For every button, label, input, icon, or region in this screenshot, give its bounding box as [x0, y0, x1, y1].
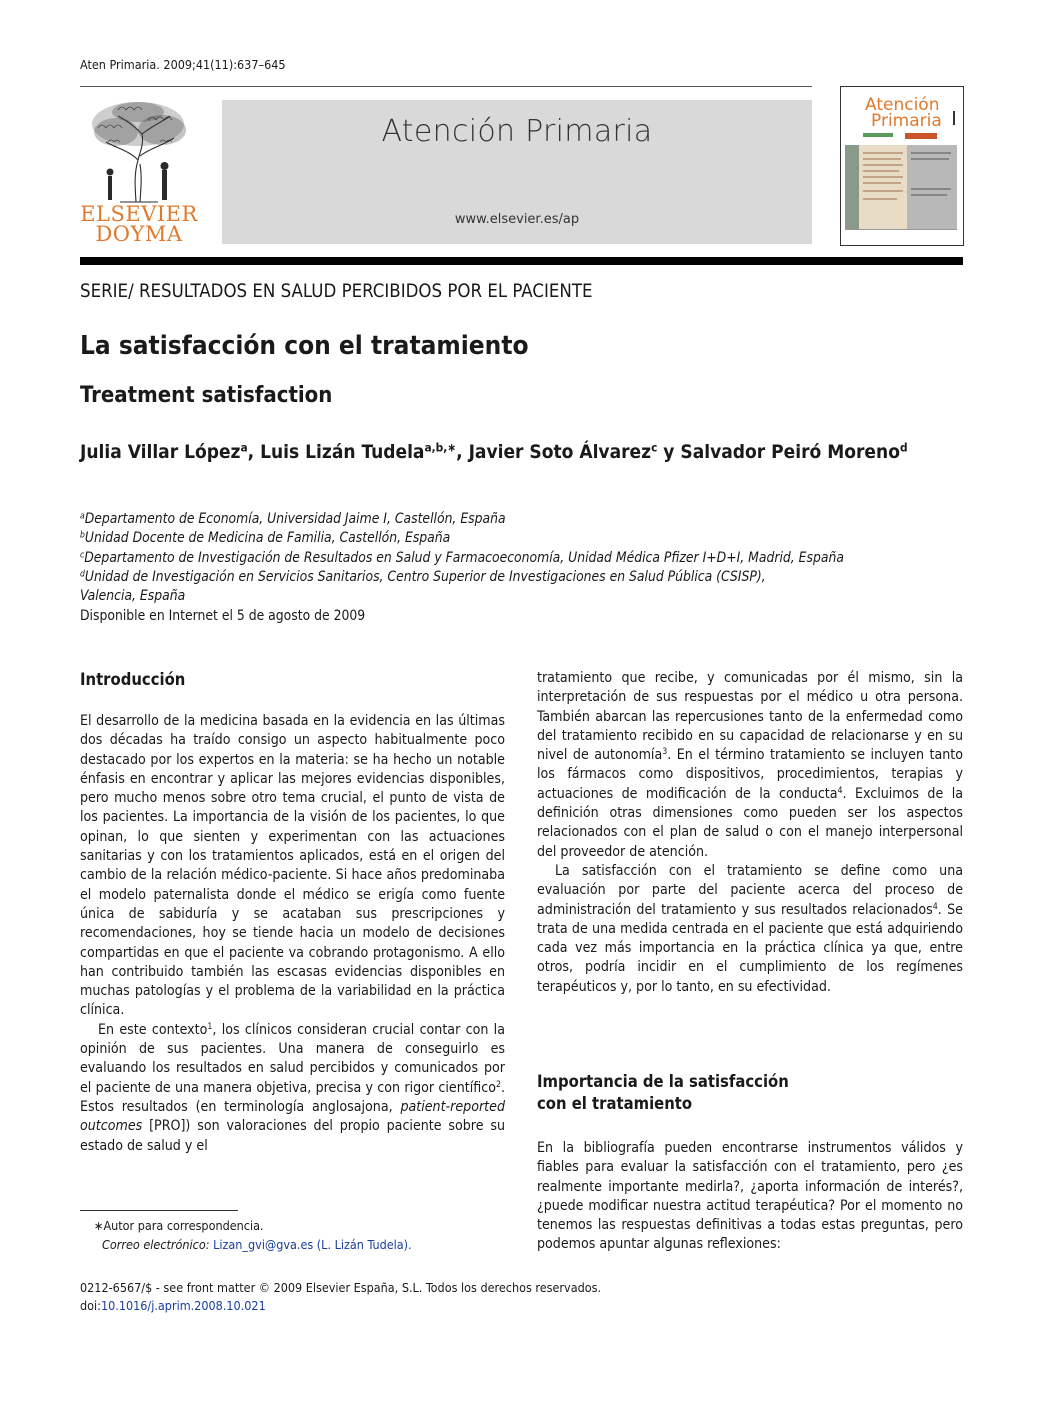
publisher-name-line2: DOYMA [95, 222, 183, 246]
right-column [537, 669, 963, 997]
affiliation-item [80, 510, 970, 529]
footnote-divider [80, 1210, 238, 1211]
availability-date: Disponible en Internet el 5 de agosto de 2009 [80, 608, 366, 624]
tree-emblem-icon [78, 98, 200, 206]
paragraph [80, 1021, 505, 1156]
author-name: Salvador Peiró Moreno [680, 441, 900, 463]
affiliation-mark: b [80, 530, 85, 541]
article-subtitle: Treatment satisfaction [80, 383, 333, 408]
text-run: . Se trata de una medida centrada en el paciente que está adquiriendo cada vez más importancia en la práctica clínica ya que, entre otros, podría incidir en el cumplimiento de los regímenes terapéuticos y, por lo tanto, en su efectividad. [537, 901, 963, 995]
affiliation-text: Departamento de Investigación de Resultados en Salud y Farmacoeconomía, Unidad Médica Pfizer I+D+I, Madrid, España [84, 549, 844, 566]
affiliation-text: Unidad de Investigación en Servicios Sanitarios, Centro Superior de Investigaciones en Salud Pública (CSISP), [84, 568, 766, 585]
journal-url[interactable]: www.elsevier.es/ap [454, 212, 580, 227]
cover-title-line2: Primaria [871, 111, 942, 131]
text-run: . Excluimos de la definición otras dimensiones como pueden ser los aspectos relacionados con el plan de salud o con el manejo interpersonal del proveedor de atención. [537, 785, 963, 860]
emphasis-term: patient-reported outcomes [80, 1098, 505, 1135]
article-title: La satisfacción con el tratamiento [80, 331, 529, 361]
affiliation-text: Unidad Docente de Medicina de Familia, Castellón, España [84, 530, 451, 547]
text-run: , los clínicos consideran crucial contar con la opinión de sus pacientes. Una manera de conseguirlo es evaluando los resultados en salud percibidos y comunicados por el paciente de una manera objetiva, precisa y con rigor científico [80, 1021, 505, 1096]
heading-line: con el tratamiento [537, 1094, 693, 1113]
copyright-block [80, 1279, 601, 1315]
author-affiliation-mark[interactable]: a [240, 440, 248, 455]
section-heading-introduccion: Introducción [80, 670, 186, 689]
right-column-continued [537, 1139, 963, 1255]
author-affiliation-mark[interactable]: d [899, 440, 908, 455]
author-affiliation-mark[interactable]: a,b,∗ [424, 440, 457, 455]
affiliation-item [80, 529, 970, 548]
citation-ref[interactable]: 3 [662, 747, 668, 758]
journal-banner [222, 100, 812, 244]
paragraph: En la bibliografía pueden encontrarse instrumentos válidos y fiables para evaluar la satisfacción con el tratamiento, pero ¿es realmente importante medirla?, ¿aporta información de interés?, ¿puede modificar nuestra actitud terapéutica? Por el momento no tenemos las respuestas definitivas a todas estas preguntas, pero podemos apuntar algunas reflexiones: [537, 1140, 963, 1253]
text-run: En este contexto [98, 1021, 208, 1038]
author-name: Julia Villar López [80, 441, 241, 463]
section-heading-importancia [537, 1071, 789, 1115]
author-separator: , [456, 441, 469, 463]
doi-label: doi: [80, 1298, 101, 1313]
affiliation-list [80, 510, 970, 606]
citation-ref[interactable]: 1 [207, 1021, 213, 1032]
affiliation-mark: c [80, 549, 85, 560]
citation-ref[interactable]: 4 [932, 901, 938, 912]
copyright-text: 0212-6567/$ - see front matter © 2009 Elsevier España, S.L. Todos los derechos reservados. [80, 1280, 602, 1295]
author-list [80, 441, 970, 463]
affiliation-mark: d [80, 569, 85, 580]
title-divider [80, 257, 963, 265]
cover-title-line1: Atención [865, 95, 940, 115]
header-divider [80, 86, 812, 87]
journal-reference: Aten Primaria. 2009;41(11):637–645 [80, 57, 286, 72]
heading-line: Importancia de la satisfacción [537, 1072, 789, 1091]
footnote-text: Autor para correspondencia. [103, 1218, 264, 1233]
author-separator: y [657, 441, 681, 463]
footnote-mark: ∗ [94, 1218, 104, 1233]
author-separator: , [247, 441, 261, 463]
publisher-name-line1: ELSEVIER [80, 202, 198, 226]
text-run: . Estos resultados (en terminología anglosajona, [80, 1079, 505, 1115]
cover-text-lines [861, 149, 955, 209]
text-run: . En el término tratamiento se incluyen tanto los fármacos como dispositivos, procedimientos, terapias y actuaciones de modificación de la conducta [537, 747, 963, 802]
paragraph: El desarrollo de la medicina basada en la evidencia en las últimas dos décadas ha traído consigo un aspecto habitualmente poco destacado por los expertos en la materia: se ha hecho un notable énfasis en encontrar y aplicar las mejores evidencias disponibles, pero mucho menos sobre otro tema crucial, el punto de vista de los pacientes. La importancia de la visión de los pacientes, lo que opinan, lo que sienten y experimentan con las actuaciones sanitarias y con los tratamientos aplicados, está en el origen del cambio de la relación médico-paciente. Si hace años predominaba el modelo paternalista donde el médico se erigía como fuente única de sabiduría y se acataban sus prescripciones y recomendaciones, hoy se tiende hacia un modelo de decisiones compartidas en que el paciente va cobrando protagonismo. A ello han contribuido también las escasas evidencias disponibles en muchas patologías y el problema de la variabilidad en la práctica clínica. [80, 713, 505, 1019]
affiliation-mark: a [80, 511, 85, 522]
email-label: Correo electrónico: [102, 1237, 210, 1252]
affiliation-text: Departamento de Economía, Universidad Jaime I, Castellón, España [84, 511, 506, 527]
paragraph [537, 862, 963, 997]
author-name: Luis Lizán Tudela [260, 441, 425, 463]
series-label: SERIE/ RESULTADOS EN SALUD PERCIBIDOS POR EL PACIENTE [80, 281, 593, 302]
footnote-corresponding [80, 1216, 510, 1235]
affiliation-item [80, 549, 970, 568]
footnote-email-line [80, 1235, 510, 1254]
author-affiliation-mark[interactable]: c [651, 440, 658, 455]
text-run: tratamiento que recibe, y comunicadas por él mismo, sin la interpretación de sus respuestas por el médico u otra persona. También abarcan las repercusiones tanto de la enfermedad como del tratamiento recibido en su capacidad de relacionarse y en su nivel de autonomía [537, 670, 963, 764]
affiliation-item [80, 568, 970, 587]
left-column [80, 712, 505, 1156]
journal-cover-thumbnail [840, 86, 964, 246]
citation-ref[interactable]: 2 [495, 1079, 501, 1090]
footnote [80, 1216, 510, 1254]
email-link[interactable]: Lizan_gvi@gva.es (L. Lizán Tudela). [213, 1237, 412, 1252]
author-name: Javier Soto Álvarez [468, 441, 652, 463]
affiliation-text: Valencia, España [80, 588, 186, 605]
citation-ref[interactable]: 4 [837, 785, 843, 796]
doi-line [80, 1297, 601, 1315]
doi-link[interactable]: 10.1016/j.aprim.2008.10.021 [100, 1298, 266, 1313]
paragraph [537, 669, 963, 862]
affiliation-item [80, 587, 970, 606]
journal-name: Atención Primaria [381, 114, 653, 149]
text-run: La satisfacción con el tratamiento se define como una evaluación por parte del paciente acerca del proceso de administración del tratamiento y sus resultados relacionados [537, 862, 963, 918]
text-run: [PRO]) son valoraciones del propio paciente sobre su estado de salud y el [80, 1118, 505, 1154]
publisher-logo [78, 98, 200, 246]
